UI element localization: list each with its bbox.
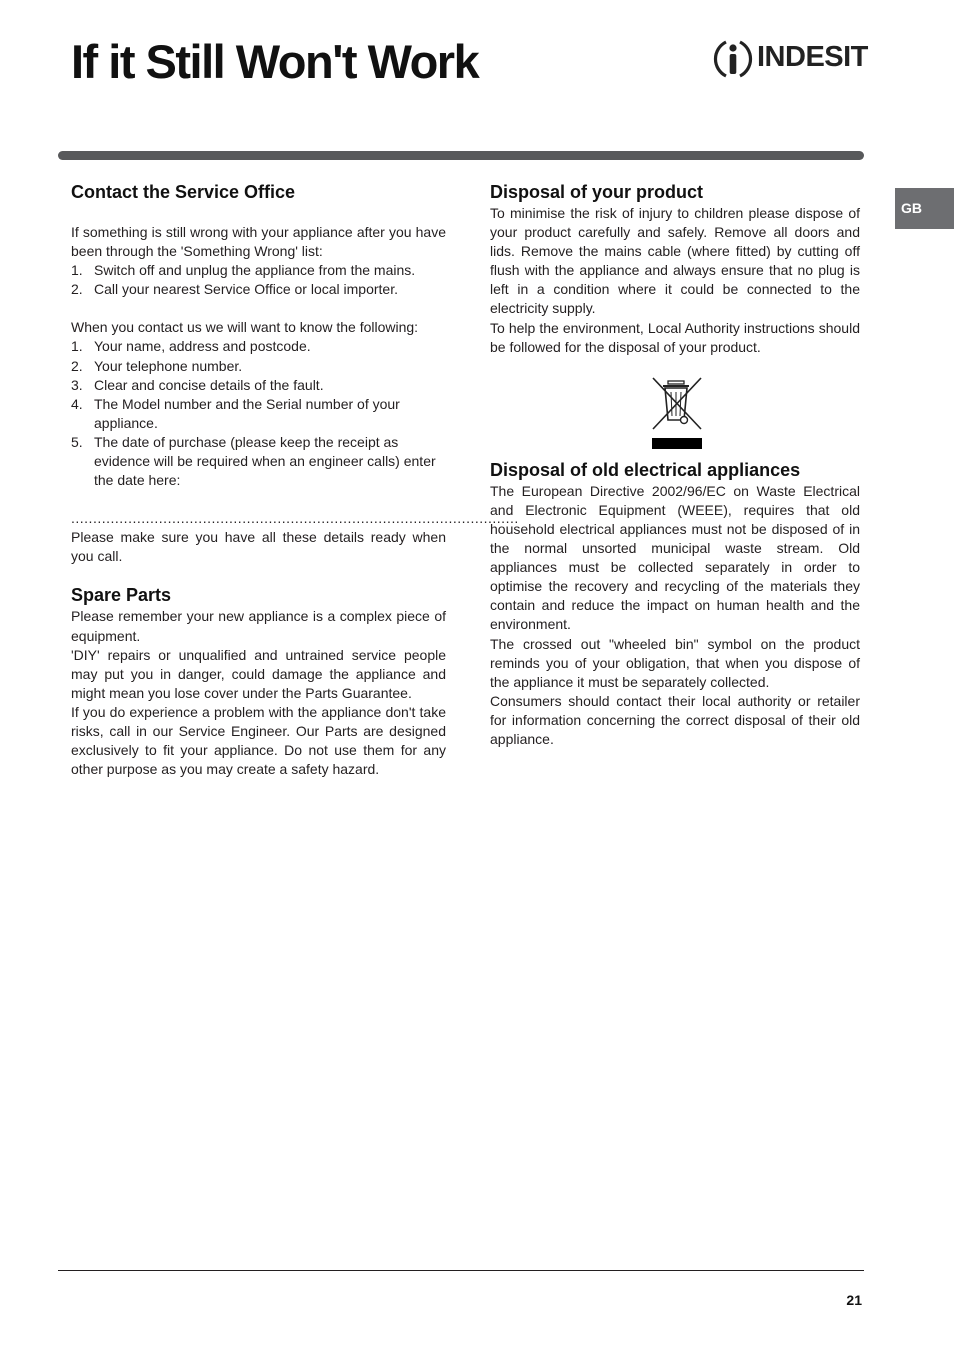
- contact-steps-list: [71, 261, 446, 299]
- disposal-product-paragraph: To minimise the risk of injury to children please dispose of your product carefully and safely. Remove all doors and lids. Remove the mains cable (where fitted) by cutting off flush with the appliance and always ensure that no plug is left in a condition where it could be connected to the electricity supply.: [490, 205, 860, 317]
- list-item: 4. The Model number and the Serial number of your appliance.: [71, 395, 400, 431]
- right-column: [490, 180, 860, 749]
- logo-wordmark: INDESIT: [757, 41, 868, 73]
- disposal-old-paragraph: Consumers should contact their local authority or retailer for information concerning the correct disposal of their old appliance.: [490, 692, 860, 747]
- disposal-old-heading: Disposal of old electrical appliances: [490, 459, 801, 480]
- disposal-product-paragraph: To help the environment, Local Authority instructions should be followed for the disposal of your product.: [490, 319, 860, 355]
- spare-parts-paragraph: Please remember your new appliance is a complex piece of equipment.: [71, 608, 446, 644]
- list-item: 3. Clear and concise details of the fault.: [71, 376, 324, 393]
- contact-details-list: [71, 337, 446, 490]
- contact-know-intro: When you contact us we will want to know the following:: [71, 319, 419, 336]
- header-rule: [58, 151, 864, 160]
- spare-parts-heading: Spare Parts: [71, 585, 172, 606]
- language-tab: GB: [895, 188, 954, 229]
- spare-parts-paragraph: If you do experience a problem with the appliance don't take risks, call in our Service Engineer. Our Parts are designed exclusively to fit your appliance. Do not use them for any other purpose as you may create a safety hazard.: [71, 703, 446, 778]
- date-entry-line: ......................................................................................................: [71, 510, 519, 527]
- list-item: 1. Switch off and unplug the appliance from the mains.: [71, 262, 416, 279]
- crossed-out-wheeled-bin-icon: [651, 375, 703, 450]
- list-item: 2. Your telephone number.: [71, 357, 243, 374]
- list-item: 1. Your name, address and postcode.: [71, 338, 311, 355]
- disposal-old-paragraph: The European Directive 2002/96/EC on Waste Electrical and Electronic Equipment (WEEE), requires that old household electrical appliances must not be disposed of in the normal unsorted municipal waste stream. Old appliances must be collected separately in order to optimise the recovery and recycling of the materials they contain and reduce the impact on human health and the environment.: [490, 482, 860, 633]
- page-number: 21: [846, 1292, 862, 1308]
- contact-heading: Contact the Service Office: [71, 182, 296, 202]
- footer-rule: [58, 1270, 864, 1271]
- spare-parts-paragraph: 'DIY' repairs or unqualified and untrained service people may put you in danger, could damage the appliance and might mean you lose cover under the Parts Guarantee.: [71, 646, 446, 701]
- contact-intro: If something is still wrong with your appliance after you have been through the 'Something Wrong' list:: [71, 224, 446, 260]
- list-item: 2. Call your nearest Service Office or local importer.: [71, 281, 398, 298]
- indesit-logo: [711, 37, 866, 81]
- left-column: [71, 180, 519, 779]
- disposal-product-heading: Disposal of your product: [490, 182, 704, 202]
- contact-closing: Please make sure you have all these details ready when you call.: [71, 529, 446, 565]
- page-title: If it Still Won't Work: [71, 35, 479, 88]
- disposal-old-paragraph: The crossed out "wheeled bin" symbol on the product reminds you of your obligation, that when you dispose of the appliance it must be separately collected.: [490, 635, 860, 690]
- list-item: 5. The date of purchase (please keep the receipt as evidence will be required when an engineer calls) enter the date here:: [71, 433, 436, 489]
- indesit-i-icon: [711, 37, 755, 81]
